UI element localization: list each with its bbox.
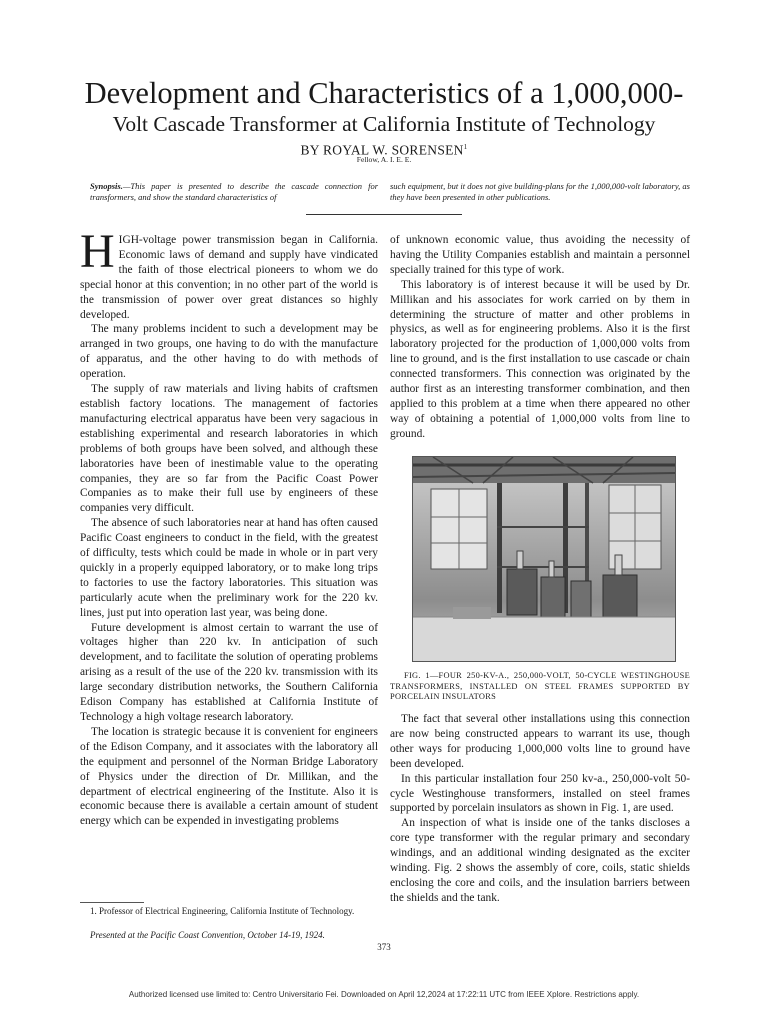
paper-title-line-2: Volt Cascade Transformer at California Institute of Technology [112,112,656,136]
paragraph: In this particular installation four 250 kv-a., 250,000-volt 50-cycle Westinghouse transformers, installed on steel frames supported by porcelain insulators as shown in Fig. 1, are used. [390,772,690,815]
transformer-room-photo [413,457,675,661]
paragraph: The fact that several other installations using this connection are now being constructed appears to warrant its use, though other ways for producing 1,000,000 volts line to ground have been developed. [390,713,690,770]
paragraph: The location is strategic because it is convenient for engineers of the Edison Company, and it associates with the laboratory all the equipment and personnel of the Norman Bridge Laboratory of Physics under the direction of Dr. Millikan, and the department of electrical engineering of the Institute. Also it is economic because there is available a certain amount of student energy which can be expended in investigating problems [80,725,378,828]
paragraph: of unknown economic value, thus avoiding the necessity of having the Utility Companies establish and maintain a personnel specially trained for this type of work. [390,234,690,276]
footnote-1: 1. Professor of Electrical Engineering, California Institute of Technology. [90,906,355,916]
paragraph: An inspection of what is inside one of the tanks discloses a core type transformer with the regular primary and secondary windings, and an additional winding designated as the exciter winding. Fig. 2 shows the assembly of core, coils, static shields enclosing the core and coils, and the insulation barriers between the shields and the tank. [390,817,690,904]
paragraph [80,225,378,322]
section-divider [306,214,462,215]
paragraph: The supply of raw materials and living habits of craftsmen establish factory locations. The management of factories manufacturing electrical apparatus have been very sagacious in establishing experimental and research laboratories in which problems of both groups have been solved, and although these laboratories have been of inestimable value to the operating companies, they are so far from the Pacific Coast Power Companies as to make their full use by engineers of these companies very difficult. [80,383,378,515]
drop-cap: H [80,225,115,278]
paragraph: The absence of such laboratories near at hand has often caused Pacific Coast engineers to conduct in the field, with the greatest of difficulty, tests which could be made in whole or in part very quickly in a properly equipped laboratory, or to make long trips to factories to use the factory laboratories. This situation was particularly acute when the preliminary work for the 220 kv. lines, just put into operation last year, was being done. [80,517,378,619]
paper-title-line-1: Development and Characteristics of a 1,000,000- [84,76,684,110]
synopsis-left [90,181,378,203]
license-footer: Authorized licensed use limited to: Centro Universitario Fei. Downloaded on April 12,2024 at 17:22:11 UTC from IEEE Xplore. Restrictions apply. [128,990,640,999]
left-column [80,225,378,829]
author-affiliation: Fellow, A. I. E. E. [356,155,412,164]
figure-1-photo [412,456,676,662]
paragraph: Future development is almost certain to warrant the use of voltages higher than 220 kv. In anticipation of such development, and to facilitate the solution of operating problems arising as a result of the use of the 220 kv. transmission with its large secondary distribution networks, the Southern California Edison Company has established at California Institute of Technology a high voltage research laboratory. [80,621,378,723]
synopsis-lead: Synopsis. [90,181,123,191]
paragraph-text: IGH-voltage power transmission began in California. Economic laws of demand and supply have vindicated the faith of those electrical pioneers to whom we do special honor at this convention; in no other part of the world is the transmission of power over great distances so highly developed. [80,234,378,321]
paragraph: The many problems incident to such a development may be arranged in two groups, one having to do with the manufacture of apparatus, and the other having to do with methods of operation. [80,323,378,381]
figure-1-caption: FIG. 1—FOUR 250-KV-A., 250,000-VOLT, 50-CYCLE WESTINGHOUSE TRANSFORMERS, INSTALLED ON STEEL FRAMES SUPPORTED BY PORCELAIN INSULATORS [390,671,690,702]
author-footnote-marker: 1 [463,143,468,151]
page-number: 373 [377,942,391,952]
right-column [390,233,690,442]
presented-note: Presented at the Pacific Coast Convention, October 14-19, 1924. [90,930,325,940]
footnote-rule [80,902,144,903]
paragraph: This laboratory is of interest because it will be used by Dr. Millikan and his associates for work carried on by them in determining the structure of matter and other problems in physics, as well as for engineering problems. Also it is the first laboratory projected for the production of 1,000,000 volts from line to ground, and is the first installation to use cascade or chain connected transformers. This connection was originated by the author first as an interesting transformer combination, and then applied to this problem at a time when there appeared no other way of obtaining a potential of 1,000,000 volts from line to ground. [390,278,690,440]
synopsis-right: such equipment, but it does not give building-plans for the 1,000,000-volt laboratory, as they have been presented in other publications. [390,181,690,202]
author-name: BY ROYAL W. SORENSEN [300,142,464,158]
right-column-lower [390,712,690,906]
synopsis-text-left: —This paper is presented to describe the cascade connection for transformers, and show the standard characteristics of [90,181,378,202]
